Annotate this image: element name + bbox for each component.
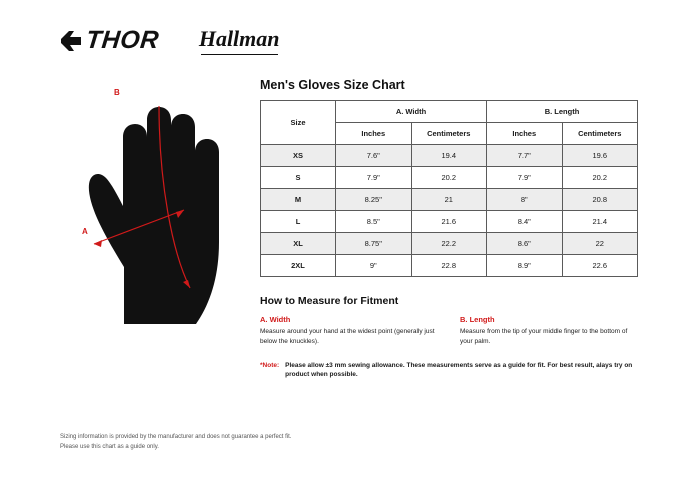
cell-length-cm: 22.6 — [562, 255, 638, 277]
cell-size: 2XL — [261, 255, 336, 277]
table-row — [261, 145, 638, 167]
glove-illustration — [62, 88, 237, 327]
cell-size: S — [261, 167, 336, 189]
measure-width-block — [260, 315, 438, 347]
cell-width-inches: 7.9" — [336, 167, 412, 189]
table-header-row — [261, 101, 638, 123]
cell-width-inches: 8.25" — [336, 189, 412, 211]
page-title: Men's Gloves Size Chart — [260, 78, 405, 92]
cell-length-cm: 21.4 — [562, 211, 638, 233]
brand-logos — [60, 26, 280, 55]
cell-width-cm: 22.8 — [411, 255, 487, 277]
hallman-underline — [201, 54, 278, 56]
cell-size: L — [261, 211, 336, 233]
note-block — [260, 361, 638, 381]
cell-length-inches: 8.6" — [487, 233, 563, 255]
cell-width-cm: 21.6 — [411, 211, 487, 233]
cell-length-cm: 22 — [562, 233, 638, 255]
thor-logo — [60, 26, 159, 55]
cell-width-inches: 8.5" — [336, 211, 412, 233]
cell-width-inches: 7.6" — [336, 145, 412, 167]
table-row — [261, 167, 638, 189]
hallman-logo — [199, 26, 280, 55]
cell-length-inches: 7.7" — [487, 145, 563, 167]
footer-disclaimer — [60, 432, 291, 452]
cell-length-cm: 20.8 — [562, 189, 638, 211]
cell-length-inches: 8" — [487, 189, 563, 211]
measure-length-block — [460, 315, 638, 347]
header-width-cm: Centimeters — [411, 123, 487, 145]
measure-length-text: Measure from the tip of your middle finger to the bottom of your palm. — [460, 328, 628, 345]
header-group-width: A. Width — [336, 101, 487, 123]
header-group-length: B. Length — [487, 101, 638, 123]
cell-size: XL — [261, 233, 336, 255]
chart-content — [260, 78, 638, 380]
cell-size: XS — [261, 145, 336, 167]
header-length-inches: Inches — [487, 123, 563, 145]
measure-columns — [260, 315, 638, 347]
cell-width-inches: 9" — [336, 255, 412, 277]
size-chart-table — [260, 100, 638, 277]
table-row — [261, 255, 638, 277]
cell-length-cm: 19.6 — [562, 145, 638, 167]
table-row — [261, 211, 638, 233]
header-length-cm: Centimeters — [562, 123, 638, 145]
measure-label-b: B — [114, 88, 120, 97]
thor-hammer-icon — [60, 29, 82, 53]
header-width-inches: Inches — [336, 123, 412, 145]
measure-section-title: How to Measure for Fitment — [260, 295, 399, 307]
cell-width-cm: 21 — [411, 189, 487, 211]
measure-width-text: Measure around your hand at the widest point (generally just below the knuckles). — [260, 328, 435, 345]
measure-width-heading: A. Width — [260, 315, 291, 324]
cell-width-cm: 20.2 — [411, 167, 487, 189]
note-text: Please allow ±3 mm sewing allowance. These measurements serve as a guide for fit. For best result, alays try on product when possible. — [285, 361, 633, 379]
measure-label-a: A — [82, 227, 88, 236]
cell-length-inches: 8.4" — [487, 211, 563, 233]
cell-length-inches: 7.9" — [487, 167, 563, 189]
table-row — [261, 233, 638, 255]
thor-wordmark: THOR — [84, 26, 161, 54]
cell-width-inches: 8.75" — [336, 233, 412, 255]
header-size: Size — [261, 101, 336, 145]
table-row — [261, 189, 638, 211]
measure-length-heading: B. Length — [460, 315, 495, 324]
cell-width-cm: 22.2 — [411, 233, 487, 255]
cell-length-cm: 20.2 — [562, 167, 638, 189]
footer-line-2: Please use this chart as a guide only. — [60, 443, 159, 450]
note-label: *Note: — [260, 361, 280, 369]
cell-size: M — [261, 189, 336, 211]
cell-length-inches: 8.9" — [487, 255, 563, 277]
footer-line-1: Sizing information is provided by the manufacturer and does not guarantee a perfect fit. — [60, 433, 292, 440]
hallman-wordmark: Hallman — [198, 26, 280, 51]
cell-width-cm: 19.4 — [411, 145, 487, 167]
